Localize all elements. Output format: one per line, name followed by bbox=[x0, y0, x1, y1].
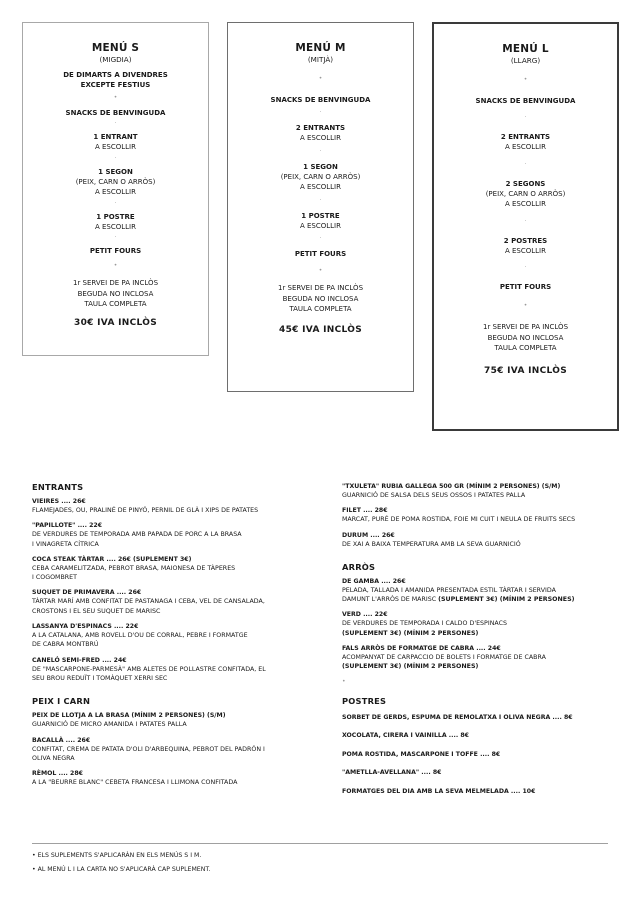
course-note: (PEIX, CARN O ARRÒS) bbox=[485, 189, 566, 198]
separator-dot: • bbox=[523, 302, 528, 309]
condition-line: TAULA COMPLETA bbox=[289, 305, 352, 313]
dessert-item: "AMETLLA-AVELLANA" .... 8€ bbox=[342, 769, 442, 777]
dish-desc: CONFITAT, CREMA DE PATATA D'OLI D'ARBEQUINA, PEBROT DEL PADRÓN I bbox=[32, 745, 265, 753]
petit-fours: PETIT FOURS bbox=[499, 283, 552, 291]
footnote: • ELS SUPLEMENTS S'APLICARÀN EN ELS MENÚS S I M. bbox=[32, 852, 202, 859]
dish-item bbox=[32, 711, 322, 729]
course-note: (PEIX, CARN O ARRÒS) bbox=[75, 177, 156, 186]
course-choice: A ESCOLLIR bbox=[504, 246, 546, 255]
course-label: 1 POSTRE bbox=[96, 212, 135, 221]
dish-desc: A LA CATALANA, AMB ROVELL D'OU DE CORRAL, PEBRE I FORMATGE bbox=[32, 632, 248, 640]
course-choice: A ESCOLLIR bbox=[299, 221, 341, 230]
course-choice: A ESCOLLIR bbox=[94, 143, 136, 151]
small-dot: · bbox=[319, 109, 322, 116]
dish-item bbox=[32, 521, 322, 549]
dish-item bbox=[32, 622, 322, 650]
dish-desc: CROSTONS I EL SEU SUQUET DE MARISC bbox=[32, 607, 161, 615]
dish-desc: PELADA, TALLADA I AMANIDA PRESENTADA ESTIL TÀRTAR I SERVIDA bbox=[342, 586, 556, 594]
dish-desc: I COGOMBRET bbox=[32, 574, 78, 582]
course-choice: A ESCOLLIR bbox=[299, 183, 341, 191]
menu-price: 75€ IVA INCLÒS bbox=[484, 365, 567, 376]
separator-dot: • bbox=[113, 94, 118, 101]
dessert-item: SORBET DE GERDS, ESPUMA DE REMOLATXA I OLIVA NEGRA .... 8€ bbox=[342, 713, 573, 721]
dish-desc: I VINAGRETA CÍTRICA bbox=[32, 540, 99, 548]
snacks-line: SNACKS DE BENVINGUDA bbox=[475, 97, 576, 105]
footer-divider bbox=[32, 843, 608, 844]
dish-item bbox=[32, 588, 322, 616]
dish-item bbox=[32, 736, 322, 764]
separator-dot: • bbox=[318, 75, 323, 82]
dish-desc: FLAMEJADES, OU, PRALINÉ DE PINYÓ, PERNIL DE GLÀ I XIPS DE PATATES bbox=[32, 507, 259, 514]
menu-m-card bbox=[227, 22, 414, 392]
course-label: 1 SEGON bbox=[303, 162, 338, 171]
dish-supplement-text: (SUPLEMENT 3€) (MÍNIM 2 PERSONES) bbox=[342, 629, 479, 637]
dish-item bbox=[342, 644, 632, 672]
small-dot: · bbox=[319, 196, 322, 204]
petit-fours: PETIT FOURS bbox=[89, 247, 142, 255]
dish-desc: A LA "BEURRE BLANC" CEBETA FRANCESA I LLIMONA CONFITADA bbox=[32, 779, 238, 787]
dish-supplement bbox=[342, 629, 632, 638]
separator-dot: • bbox=[113, 262, 118, 269]
dish-name: "PAPILLOTE" .... 22€ bbox=[32, 522, 103, 530]
dish-name: FALS ARRÒS DE FORMATGE DE CABRA .... 24€ bbox=[342, 645, 501, 653]
dish-name: COCA STEAK TÀRTAR .... 26€ (SUPLEMENT 3€) bbox=[32, 555, 192, 563]
dish-name: BACALLÀ .... 26€ bbox=[32, 736, 91, 744]
dish-desc: ACOMPANYAT DE CARPACCIO DE BOLETS I FORMATGE DE CABRA bbox=[342, 654, 546, 662]
dish-supplement: (SUPLEMENT 3€) (MÍNIM 2 PERSONES) bbox=[438, 596, 575, 604]
dish-item bbox=[342, 531, 632, 549]
course-choice: A ESCOLLIR bbox=[94, 222, 136, 231]
dish-desc-text: DAMUNT L'ARRÒS DE MARISC bbox=[342, 596, 437, 604]
course-label: 1 ENTRANT bbox=[93, 133, 138, 141]
dish-desc: CEBA CARAMELITZADA, PEBROT BRASA, MAIONESA DE TÀPERES bbox=[32, 564, 236, 572]
section-title-peix-carn: PEIX I CARN bbox=[32, 696, 91, 707]
section-title-arros: ARRÒS bbox=[342, 561, 376, 572]
course-label: 2 POSTRES bbox=[503, 236, 548, 245]
menu-subtitle: (MIGDIA) bbox=[99, 55, 132, 64]
condition-line: BEGUDA NO INCLOSA bbox=[487, 333, 564, 342]
dish-item bbox=[32, 555, 322, 583]
dessert-item: FORMATGES DEL DIA AMB LA SEVA MELMELADA .... 10€ bbox=[342, 787, 536, 795]
dish-desc: DE CABRA MONTBRÚ bbox=[32, 641, 99, 649]
condition-line: 1r SERVEI DE PA INCLÒS bbox=[482, 323, 569, 331]
menu-subtitle: (MITJÀ) bbox=[307, 55, 334, 64]
course-choice: A ESCOLLIR bbox=[504, 200, 546, 208]
small-dot: · bbox=[114, 199, 117, 207]
dish-name: FILET .... 28€ bbox=[342, 507, 388, 515]
dish-desc: GUARNICIÓ DE MICRO AMANIDA I PATATES PALLA bbox=[32, 721, 187, 729]
menu-title: MENÚ M bbox=[295, 42, 346, 54]
section-title-entrants: ENTRANTS bbox=[32, 482, 84, 492]
course-label: 1 SEGON bbox=[98, 167, 133, 176]
dish-item bbox=[342, 577, 632, 605]
small-dot: · bbox=[524, 264, 527, 271]
carta-left-column bbox=[32, 482, 322, 793]
course-label: 2 SEGONS bbox=[505, 179, 546, 188]
dish-supplement-text: (SUPLEMENT 3€) (MÍNIM 2 PERSONES) bbox=[342, 663, 479, 671]
course-choice: A ESCOLLIR bbox=[504, 143, 546, 151]
dish-desc: TÀRTAR MARÍ AMB CONFITAT DE PASTANAGA I CEBA, VEL DE CANSALADA, bbox=[32, 598, 265, 606]
menu-s-card bbox=[22, 22, 209, 356]
dish-name: LASSANYA D'ESPINACS .... 22€ bbox=[32, 623, 139, 631]
small-dot: · bbox=[319, 235, 322, 242]
course-label: 2 ENTRANTS bbox=[500, 133, 551, 141]
condition-line: BEGUDA NO INCLOSA bbox=[77, 289, 154, 298]
dish-desc bbox=[342, 595, 632, 604]
footnotes bbox=[32, 851, 210, 879]
separator-dot: • bbox=[523, 76, 528, 83]
dessert-item: POMA ROSTIDA, MASCARPONE I TOFFE .... 8€ bbox=[342, 750, 501, 758]
menu-subtitle: (LLARG) bbox=[510, 56, 541, 65]
dish-item bbox=[342, 506, 632, 524]
snacks-line: SNACKS DE BENVINGUDA bbox=[270, 96, 371, 104]
snacks-line: SNACKS DE BENVINGUDA bbox=[65, 109, 166, 117]
dish-name: SUQUET DE PRIMAVERA .... 26€ bbox=[32, 589, 142, 597]
section-title-postres: POSTRES bbox=[342, 695, 387, 706]
dish-item bbox=[32, 497, 322, 515]
small-dot: · bbox=[114, 154, 117, 162]
small-dot: · bbox=[524, 217, 527, 225]
availability-line: EXCEPTE FESTIUS bbox=[80, 81, 151, 89]
dish-desc: DE "MASCARPONE-PARMESÀ" AMB ALETES DE POLLASTRE CONFITADA, EL bbox=[32, 665, 266, 673]
dish-desc: SEU BROU REDUÏT I TOMÀQUET XERRI SEC bbox=[32, 674, 168, 682]
carta-right-column bbox=[342, 482, 632, 805]
course-choice: A ESCOLLIR bbox=[299, 134, 341, 142]
dish-name: DE GAMBA .... 26€ bbox=[342, 577, 406, 585]
menu-title: MENÚ S bbox=[91, 42, 140, 54]
condition-line: 1r SERVEI DE PA INCLÒS bbox=[277, 284, 364, 292]
availability-line: DE DIMARTS A DIVENDRES bbox=[63, 71, 168, 79]
dish-name: VIEIRES .... 26€ bbox=[32, 498, 86, 505]
course-note: (PEIX, CARN O ARRÒS) bbox=[280, 172, 361, 181]
course-label: 2 ENTRANTS bbox=[295, 124, 346, 132]
dish-item bbox=[342, 482, 632, 500]
dish-supplement bbox=[342, 662, 632, 671]
dish-name: RÈMOL .... 28€ bbox=[32, 770, 83, 778]
small-dot: · bbox=[114, 120, 117, 127]
dish-item bbox=[32, 769, 322, 787]
dessert-item: XOCOLATA, CIRERA I VAINILLA .... 8€ bbox=[342, 732, 469, 740]
dish-name: VERD .... 22€ bbox=[342, 611, 388, 619]
dish-desc: DE VERDURES DE TEMPORADA AMB PAPADA DE PORC A LA BRASA bbox=[32, 531, 242, 539]
dish-name: "TXULETA" RUBIA GALLEGA 500 GR (MÍNIM 2 PERSONES) (S/M) bbox=[342, 483, 561, 490]
dish-name: CANELÓ SEMI-FRED .... 24€ bbox=[32, 656, 127, 664]
condition-line: TAULA COMPLETA bbox=[84, 300, 147, 308]
dish-item bbox=[342, 610, 632, 638]
condition-line: BEGUDA NO INCLOSA bbox=[282, 294, 359, 303]
course-choice: A ESCOLLIR bbox=[94, 188, 136, 196]
small-dot: · bbox=[524, 114, 527, 121]
dish-desc: GUARNICIÓ DE SALSA DELS SEUS OSSOS I PATATES PALLA bbox=[342, 492, 526, 499]
dish-item bbox=[32, 656, 322, 684]
footnote: • AL MENÚ L I LA CARTA NO S'APLICARÀ CAP SUPLEMENT. bbox=[32, 866, 211, 873]
course-label: 1 POSTRE bbox=[301, 211, 340, 220]
small-dot: · bbox=[524, 160, 527, 168]
small-dot: · bbox=[114, 234, 117, 241]
petit-fours: PETIT FOURS bbox=[294, 250, 347, 258]
menu-l-card bbox=[432, 22, 619, 431]
separator-dot: • bbox=[342, 677, 346, 685]
dish-name: PEIX DE LLOTJA A LA BRASA (MÍNIM 2 PERSONES) (S/M) bbox=[32, 712, 226, 720]
menu-price: 30€ IVA INCLÒS bbox=[74, 317, 157, 328]
dish-desc: DE VERDURES DE TEMPORADA I CALDO D'ESPINACS bbox=[342, 620, 508, 628]
dish-desc: MARCAT, PURÉ DE POMA ROSTIDA, FOIE MI CUIT I NEULA DE FRUITS SECS bbox=[342, 516, 576, 524]
small-dot: · bbox=[319, 147, 322, 155]
dish-desc: OLIVA NEGRA bbox=[32, 754, 75, 762]
dish-desc: DE XAI A BAIXA TEMPERATURA AMB LA SEVA GUARNICIÓ bbox=[342, 540, 521, 548]
condition-line: 1r SERVEI DE PA INCLÒS bbox=[72, 279, 159, 287]
menu-price: 45€ IVA INCLÒS bbox=[279, 324, 362, 335]
menu-title: MENÚ L bbox=[502, 43, 549, 55]
dish-name: DURUM .... 26€ bbox=[342, 531, 395, 539]
condition-line: TAULA COMPLETA bbox=[494, 344, 557, 352]
separator-dot: • bbox=[318, 267, 323, 274]
